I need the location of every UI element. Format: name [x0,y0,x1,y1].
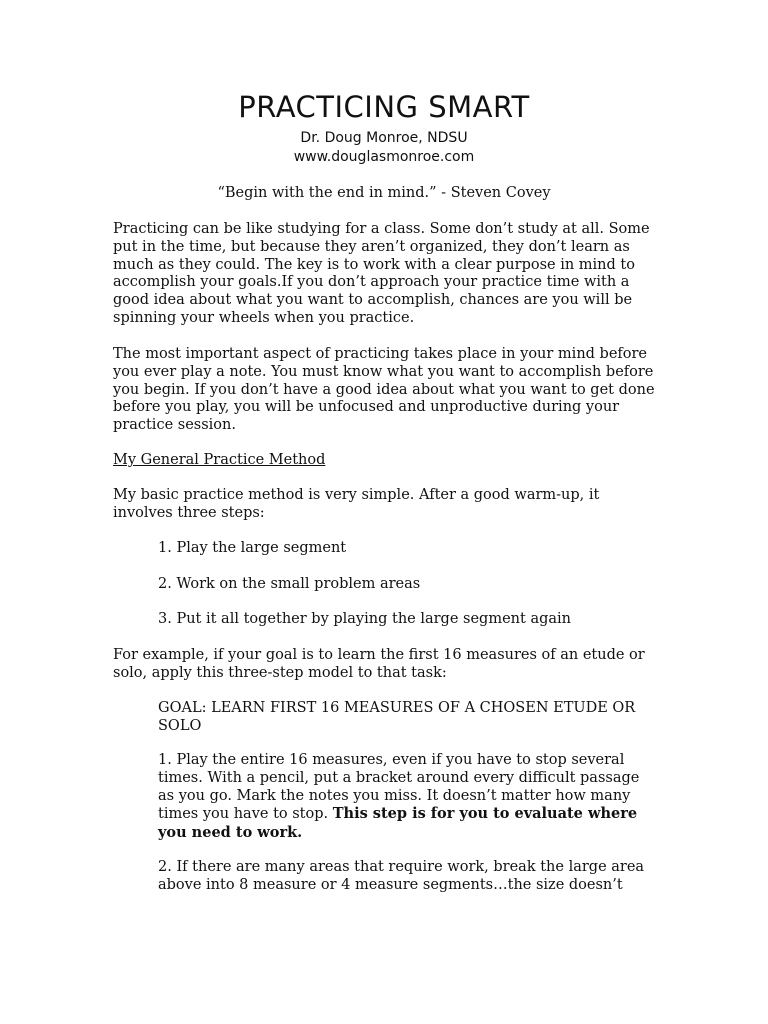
instruction-text: 1. Play the entire 16 measures, even if you have to stop several times. With a pencil, put a bracket around every difficult passage as you go. Mark the notes you miss. It doesn’t matter how many times you have to stop. [158,752,640,823]
instruction-item-1 [158,752,658,843]
document-title: PRACTICING SMART [238,90,530,124]
paragraph-mindset: The most important aspect of practicing takes place in your mind before you ever play a note. You must know what you want to accomplish before you begin. If you don’t have a good idea about what you want to get done before you play, you will be unfocused and unproductive during your practice session. [113,346,655,434]
website-line: www.douglasmonroe.com [293,149,475,165]
step-item: 1. Play the large segment [158,540,347,556]
paragraph-method: My basic practice method is very simple. After a good warm-up, it involves three steps: [113,487,600,521]
goal-statement: GOAL: LEARN FIRST 16 MEASURES OF A CHOSEN ETUDE OR SOLO [158,700,636,734]
author-line: Dr. Doug Monroe, NDSU [300,130,468,146]
instruction-item-2: 2. If there are many areas that require work, break the large area above into 8 measure or 4 measure segments…the size doesn’t [158,859,645,893]
step-item: 2. Work on the small problem areas [158,576,421,592]
instruction-emphasis: This step is for you to evaluate where you need to work. [158,805,638,842]
step-item: 3. Put it all together by playing the large segment again [158,611,571,627]
paragraph-intro: Practicing can be like studying for a class. Some don’t study at all. Some put in the time, but because they aren’t organized, they don’t learn as much as they could. The key is to work with a clear purpose in mind to accomplish your goals.If you don’t approach your practice time with a good idea about what you want to accomplish, chances are you will be spinning your wheels when you practice. [113,221,650,326]
section-heading: My General Practice Method [113,452,326,468]
epigraph-quote: “Begin with the end in mind.” - Steven Covey [217,185,551,201]
paragraph-example: For example, if your goal is to learn the first 16 measures of an etude or solo, apply this three-step model to that task: [113,647,645,681]
